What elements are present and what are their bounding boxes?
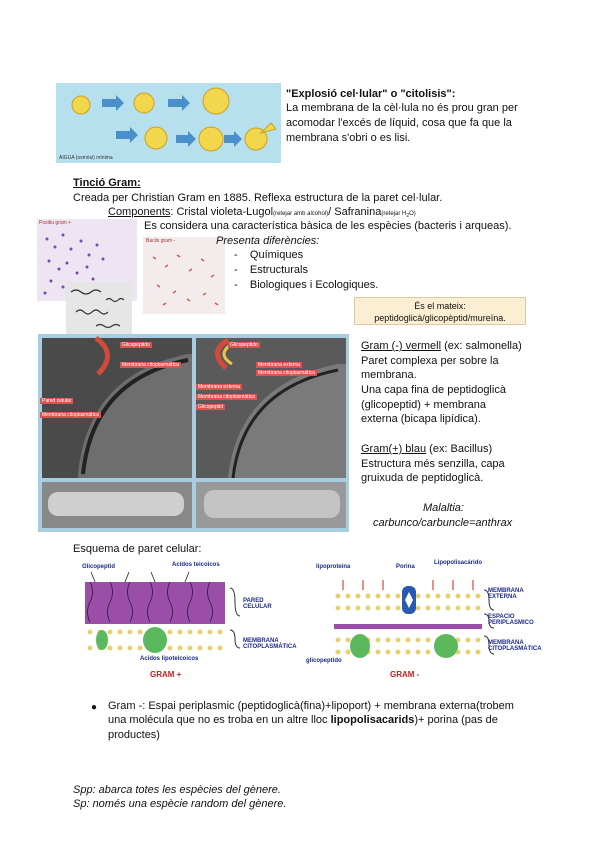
em-label-right-6: Glicopeptid (198, 404, 224, 410)
label-glicopeptid-left: Glicopeptid (82, 564, 115, 570)
label-lipoprotein: lipoproteína (316, 564, 351, 570)
gram-positive-title: Gram(+) blau (361, 443, 427, 455)
disease-title: Malaltia: (423, 502, 464, 514)
components-mid: / Safranina (328, 206, 382, 218)
components-label: Components (108, 206, 171, 218)
osmotic-lysis-figure (56, 83, 281, 163)
gram-heading: Tinció Gram: (73, 177, 141, 189)
gram-characteristic: Es considera una característica bàsica de les espècies (bacteris i arqueas). (144, 220, 512, 232)
osmotic-lysis-diagram (56, 83, 281, 163)
em-label-right-3: Membrana citoplasmática (258, 370, 315, 376)
difference-item-3: - Biologiques i Ecologiques. (234, 279, 379, 291)
em-label-left-2: Membrana citoplasmática (122, 362, 179, 368)
differences-title: Presenta diferències: (216, 235, 320, 247)
em-label-right-1: Glicopeptido (230, 342, 258, 348)
micrograph-label-a: Positiu gram + (39, 220, 72, 226)
electron-micrograph-art (38, 334, 349, 532)
gram-negative-micrograph (143, 237, 225, 314)
gram-positive-caption: GRAM + (150, 670, 182, 679)
label-lipoteicoic: Acidos lipoteicoicos (140, 656, 199, 662)
disease-text: carbunco/carbuncle=anthrax (373, 517, 513, 529)
gram-negative-caption: GRAM - (390, 670, 420, 679)
bullet-line-2: una molécula que no es troba en un altre lloc lipopolisacarids)+ porina (pas de (108, 714, 498, 726)
label-glicopeptid-right: glicopeptido (306, 658, 342, 664)
components-small-1: (retejar amb alcohol) (273, 211, 329, 217)
gram-positive-example: (ex: Bacillus) (426, 443, 493, 455)
gram-negative-line-3: Una capa fina de peptidoglicà (361, 384, 506, 396)
gram-negative-line-4: (glicopeptid) + membrana (361, 399, 487, 411)
gram-positive-wall-diagram (80, 558, 297, 666)
peptidoglycan-note-box (354, 297, 526, 325)
lysis-line-3: membrana s'obri o es lisi. (286, 132, 411, 144)
label-porin: Porina (396, 564, 415, 570)
gram-positive-line-1: Estructura més senzilla, capa (361, 458, 505, 470)
footnote-sp: Sp: només una espècie random del gènere. (73, 798, 287, 810)
em-label-left-4: Membrana citoplasmática (42, 412, 99, 418)
gram-negative-line-1: Paret complexa per sobre la (361, 355, 499, 367)
micrograph-label-b: Bacils gram - (146, 238, 176, 244)
gram-negative-example: (ex: salmonella) (441, 340, 522, 352)
difference-item-1: - Químiques (234, 249, 304, 261)
lps-bold: lipopolisacarids (330, 714, 415, 726)
bullet-line-1: Gram -: Espai periplasmic (peptidoglicà(fina)+lipoport) + membrana externa(trobem (108, 700, 514, 712)
gram-intro: Creada per Christian Gram en 1885. Reflexa estructura de la paret cel·lular. (73, 192, 443, 204)
difference-item-2: - Estructurals (234, 264, 308, 276)
label-wall: PARED CELULAR (243, 598, 272, 610)
gram-negative-title: Gram (-) vermell (361, 340, 442, 352)
spirochete-shapes (66, 282, 132, 334)
spirochete-micrograph (66, 282, 132, 334)
components-text: : Cristal violeta-Lugol (170, 206, 274, 218)
label-teicoic: Acidos teicoicos (172, 562, 220, 568)
gram-positive-title-line (361, 442, 492, 456)
label-outer-membrane: MEMBRANA EXTERNA (488, 588, 524, 600)
em-label-left-3: Pared celular (42, 398, 72, 404)
gram-negative-wall-diagram (298, 558, 542, 666)
components-small-2: (retejar $H_2O$) (381, 211, 416, 220)
gram-positive-line-2: gruixuda de peptidoglicà. (361, 472, 484, 484)
gram-negative-title-line (361, 339, 522, 353)
electron-micrograph-panel (38, 334, 349, 532)
em-label-right-4: Membrana externa (198, 384, 240, 390)
schema-title: Esquema de paret celular: (73, 543, 202, 555)
note-line-2: peptidoglicà/glicopèptid/mureïna. (374, 313, 506, 323)
bullet-dot: ● (91, 702, 98, 713)
gram-negative-line-5: externa (bicapa lipídica). (361, 413, 481, 425)
red-bacilli-dots (143, 237, 225, 314)
em-label-left-1: Glicopeptido (122, 342, 150, 348)
lysis-line-2: acomodar l'excés de líquid, cosa que fa que la (286, 117, 512, 129)
label-membrane-left: MEMBRANA CITOPLASMÁTICA (243, 638, 297, 650)
gram-negative-line-2: membrana. (361, 369, 417, 381)
bullet-line-3: productes) (108, 729, 160, 741)
footnote-spp: Spp: abarca totes les espècies del gènere. (73, 784, 281, 796)
em-label-right-2: Membrana externa (258, 362, 300, 368)
lysis-title: "Explosió cel·lular" o "citolisis": (286, 88, 456, 100)
lysis-line-1: La membrana de la cèl·lula no és prou gran per (286, 102, 518, 114)
em-label-right-5: Membrana citoplasmática (198, 394, 255, 400)
lysis-figure-caption: AIGUA (osmòsi) mínima (59, 155, 113, 161)
note-line-1: És el mateix: (414, 301, 466, 311)
label-periplasm: ESPACIO PERIPLASMICO (488, 614, 534, 626)
label-lps: Lipopolisacárido (434, 560, 483, 566)
label-cyto-membrane: MEMBRANA CITOPLASMÁTICA (488, 640, 542, 652)
